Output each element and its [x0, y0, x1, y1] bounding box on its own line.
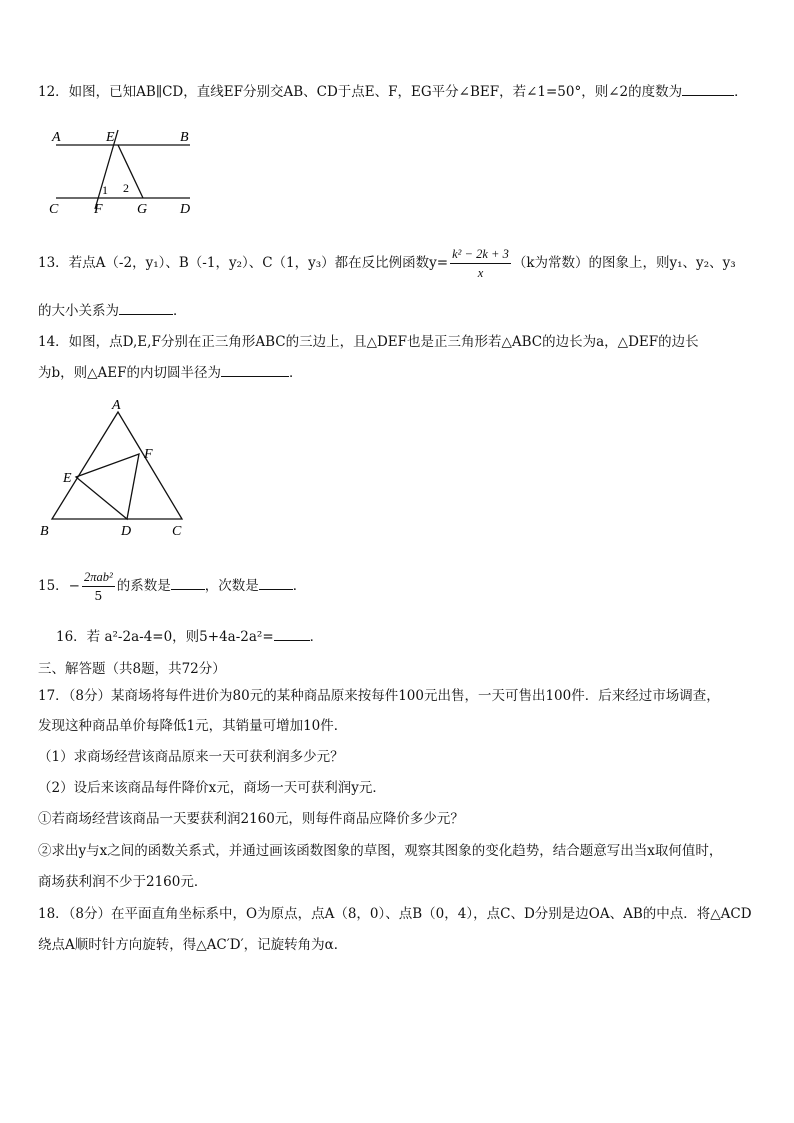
- q14-label-B: B: [40, 524, 49, 539]
- q12-label-A: A: [52, 130, 61, 145]
- q15-end: ．: [292, 578, 307, 594]
- q17-line1-text: 17．（8分）某商场将每件进价为80元的某种商品原来按每件100元出售，一天可售出100件．后来经过市场调查，: [38, 688, 720, 704]
- q15-coefficient-blank[interactable]: [171, 577, 205, 590]
- q13-line2-text: 的大小关系为: [38, 303, 119, 319]
- q15-fraction-den: 5: [94, 588, 103, 603]
- q15-text-b: ，次数是: [204, 578, 259, 594]
- q18-line2-text: 绕点A顺时针方向旋转，得△AC′D′，记旋转角为α．: [38, 937, 348, 953]
- q12-figure: [44, 124, 204, 219]
- q12-angle-1: 1: [102, 183, 108, 197]
- q13-fraction-den: x: [477, 266, 484, 280]
- q16-text: [56, 628, 764, 646]
- q14-line2-text: 为b，则△AEF的内切圆半径为: [38, 365, 221, 381]
- q14-end: ．: [289, 365, 303, 381]
- q17-line2-text: 发现这种商品单价每降低1元，其销量可增加10件．: [38, 718, 348, 734]
- q14-label-E: E: [63, 471, 72, 486]
- q17-line2: [38, 717, 764, 735]
- q17-part2-2-cont: 商场获利润不少于2160元．: [38, 874, 208, 890]
- q12-label-B: B: [180, 130, 189, 145]
- q12-text: [38, 83, 764, 101]
- q15-degree-blank[interactable]: [259, 577, 293, 590]
- q13-stem-a: 13．若点A（-2，y₁）、B（-1，y₂）、C（1，y₃）都在反比例函数y=: [38, 255, 449, 271]
- q14-answer-blank[interactable]: [221, 364, 289, 377]
- section-heading-text: 三、解答题（共8题，共72分）: [38, 661, 226, 677]
- q17-part2: （2）设后来该商品每件降价x元，商场一天可获利润y元．: [38, 780, 386, 796]
- q17-line6: [38, 842, 764, 860]
- q13-stem-b: （k为常数）的图象上，则y₁、y₂、y₃: [512, 255, 736, 271]
- q14-label-D: D: [121, 524, 132, 539]
- section-heading: [38, 660, 764, 678]
- q13-answer-blank[interactable]: [119, 302, 173, 315]
- q17-part1: （1）求商场经营该商品原来一天可获利润多少元？: [38, 749, 344, 765]
- q18-line1: [38, 905, 764, 923]
- q13-text: [38, 244, 764, 282]
- q12-label-G: G: [137, 202, 148, 217]
- q15-fraction-num: 2πab²: [82, 568, 115, 587]
- q14-line2: [38, 364, 764, 382]
- q14-line1-text: 14．如图，点D,E,F分别在正三角形ABC的三边上，且△DEF也是正三角形若△ABC的边长为a，△DEF的边长: [38, 334, 699, 350]
- q12-label-F: F: [94, 202, 103, 217]
- q18-line1-text: 18．（8分）在平面直角坐标系中，O为原点，点A（8，0）、点B（0，4），点C、D分别是边OA、AB的中点．将△ACD: [38, 906, 752, 922]
- q12-stem: 12．如图，已知AB∥CD，直线EF分别交AB、CD于点E、F，EG平分∠BEF，若∠1=50°，则∠2的度数为: [38, 84, 683, 100]
- q15-fraction: [82, 568, 115, 605]
- q13-line2: [38, 302, 764, 320]
- q13-end: ．: [173, 303, 187, 319]
- q16-end: ．: [309, 629, 324, 645]
- q18-line2: [38, 936, 764, 954]
- q16-answer-blank[interactable]: [274, 628, 310, 641]
- q17-line5: [38, 810, 764, 828]
- q12-answer-blank[interactable]: [682, 83, 734, 96]
- q12-label-E: E: [106, 130, 115, 145]
- q16-stem: 16．若 a²-2a-4=0，则5+4a-2a²=: [56, 629, 274, 645]
- q14-line1: [38, 333, 764, 351]
- q14-label-A: A: [112, 398, 121, 413]
- q13-fraction: [450, 245, 511, 282]
- q14-figure: [38, 395, 198, 543]
- q12-end: ．: [734, 84, 748, 100]
- q15-text-a: 的系数是: [116, 578, 171, 594]
- q12-label-D: D: [180, 202, 191, 217]
- q12-angle-2: 2: [123, 181, 129, 195]
- q15-text: [38, 566, 764, 606]
- q17-line1: [38, 687, 764, 705]
- q17-part2-2: ②求出y与x之间的函数关系式，并通过画该函数图象的草图，观察其图象的变化趋势，结合题意写出当x取何值时，: [38, 843, 723, 859]
- q17-line7: [38, 873, 764, 891]
- q14-label-C: C: [172, 524, 182, 539]
- q17-line4: [38, 779, 764, 797]
- q12-label-C: C: [49, 202, 59, 217]
- q13-fraction-num: k² − 2k + 3: [450, 245, 511, 264]
- q14-label-F: F: [144, 447, 153, 462]
- q17-part2-1: ①若商场经营该商品一天要获利润2160元，则每件商品应降价多少元？: [38, 811, 464, 827]
- q15-prefix: 15．−: [38, 578, 80, 594]
- q17-line3: [38, 748, 764, 766]
